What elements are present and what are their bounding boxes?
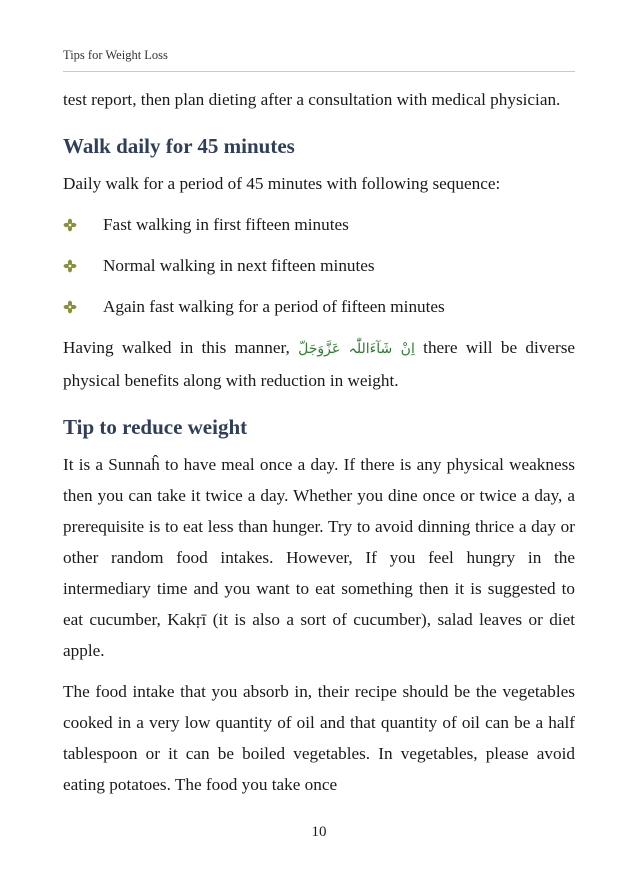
running-header: Tips for Weight Loss [63,48,168,62]
section-heading-walk: Walk daily for 45 minutes [63,134,295,158]
walk-paragraph: Daily walk for a period of 45 minutes with following sequence: [63,174,501,193]
intro-paragraph: test report, then plan dieting after a consultation with medical physician. [63,90,561,109]
list-item [63,209,575,240]
four-petal-flower-icon [63,291,77,322]
list-item-text: Again fast walking for a period of fifteen minutes [103,297,445,316]
list-item [63,250,575,281]
four-petal-flower-icon [63,209,77,240]
closing-text-end: there will be diverse physical benefits along with reduction in weight. [63,338,576,390]
four-petal-flower-icon [63,250,77,281]
list-item-text: Normal walking in next fifteen minutes [103,256,375,275]
walk-closing-paragraph [63,332,575,396]
list-item-text: Fast walking in first fifteen minutes [103,215,349,234]
header-rule [63,71,575,72]
page-content [63,84,575,800]
section-heading-tip: Tip to reduce weight [63,415,248,439]
tip-paragraph-1: It is a Sunnaĥ to have meal once a day. If there is any physical weakness then you can take it twice a day. Whether you dine once or twice a day, a prerequisite is to eat less than hunger. Try to avoid dinning thrice a day or other random food intakes. However, If you feel hungry in the intermediary time and you want to eat something then it is suggested to eat cucumber, Kakṛī (it is also a sort of cucumber), salad leaves or diet apple. [63,455,575,660]
walk-sequence-list [63,209,575,322]
list-item [63,291,575,322]
tip-paragraph-2: The food intake that you absorb in, their recipe should be the vegetables cooked in a very low quantity of oil and that quantity of oil can be a half tablespoon or it can be boiled vegetables. In vegetables, please avoid eating potatoes. The food you take once [63,682,575,794]
closing-text-start: Having walked in this manner, [63,338,290,357]
page-number: 10 [311,824,327,840]
arabic-invocation: اِنْ شَآءَاللّٰہ عَزَّوَجَلّ [298,341,415,357]
document-page [63,0,575,893]
